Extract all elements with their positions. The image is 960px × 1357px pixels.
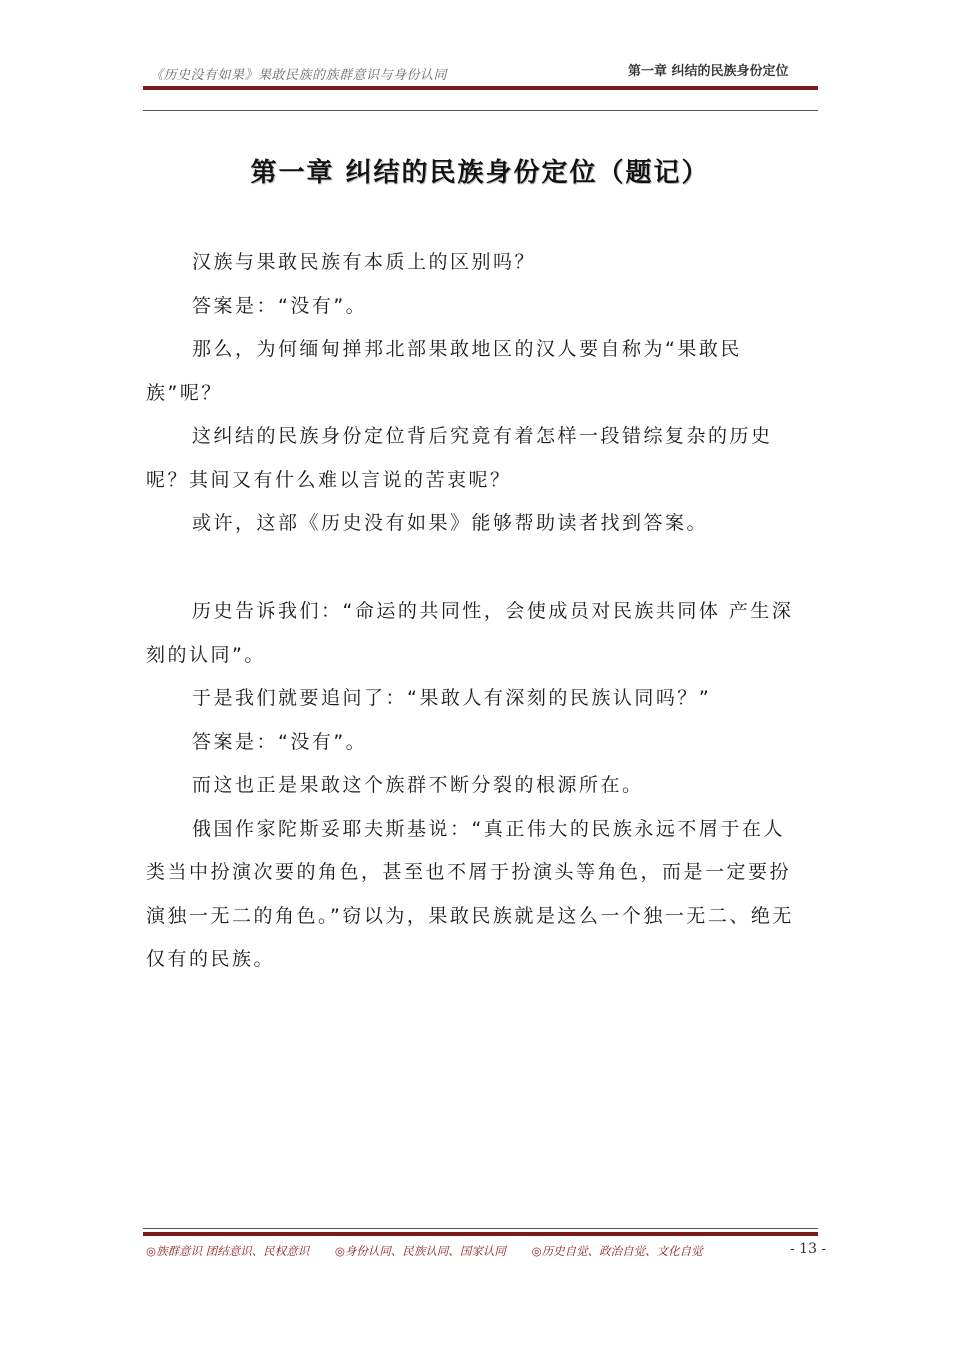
paragraph: 而这也正是果敢这个族群不断分裂的根源所在。	[192, 774, 644, 796]
footer-slogan: ◎身份认同、民族认同、国家认同	[334, 1244, 506, 1258]
running-header-left: 《历史没有如果》果敢民族的族群意识与身份认同	[150, 68, 448, 83]
paragraph: 那么，为何缅甸掸邦北部果敢地区的汉人要自称为“果敢民族”呢？	[146, 338, 742, 404]
header-rule-thick	[143, 86, 818, 90]
page-number: - 13 -	[790, 1241, 827, 1257]
footer-slogan: ◎历史自觉、政治自觉、文化自觉	[531, 1244, 703, 1258]
paragraph: 俄国作家陀斯妥耶夫斯基说：“真正伟大的民族永远不屑于在人类当中扮演次要的角色，甚至也不屑于扮演头等角色，而是一定要扮演独一无二的角色。”窃以为，果敢民族就是这么一个独一无二、绝无仅有的民族。	[146, 817, 794, 970]
paragraph: 这纠结的民族身份定位背后究竟有着怎样一段错综复杂的历史呢？其间又有什么难以言说的苦衷呢？	[146, 425, 773, 491]
paragraph: 答案是：“没有”。	[192, 294, 368, 317]
paragraph: 历史告诉我们：“命运的共同性，会使成员对民族共同体 产生深刻的认同”。	[146, 600, 794, 666]
paragraph: 于是我们就要追问了：“果敢人有深刻的民族认同吗？”	[192, 687, 712, 709]
chapter-title: 第一章 纠结的民族身份定位（题记）	[250, 158, 710, 188]
paragraph: 答案是：“没有”。	[192, 730, 368, 753]
footer-slogans	[146, 1243, 826, 1259]
body-section-1	[146, 241, 806, 546]
footer-rule-thin	[143, 1228, 818, 1229]
footer-slogan: ◎族群意识 团结意识、民权意识	[146, 1244, 310, 1258]
body-section-2	[146, 590, 806, 982]
running-header-right: 第一章 纠结的民族身份定位	[628, 64, 789, 79]
paragraph: 或许，这部《历史没有如果》能够帮助读者找到答案。	[192, 512, 709, 534]
header-rule-thin	[143, 110, 818, 111]
footer-rule-thick	[143, 1232, 818, 1236]
paragraph: 汉族与果敢民族有本质上的区别吗？	[192, 251, 537, 273]
